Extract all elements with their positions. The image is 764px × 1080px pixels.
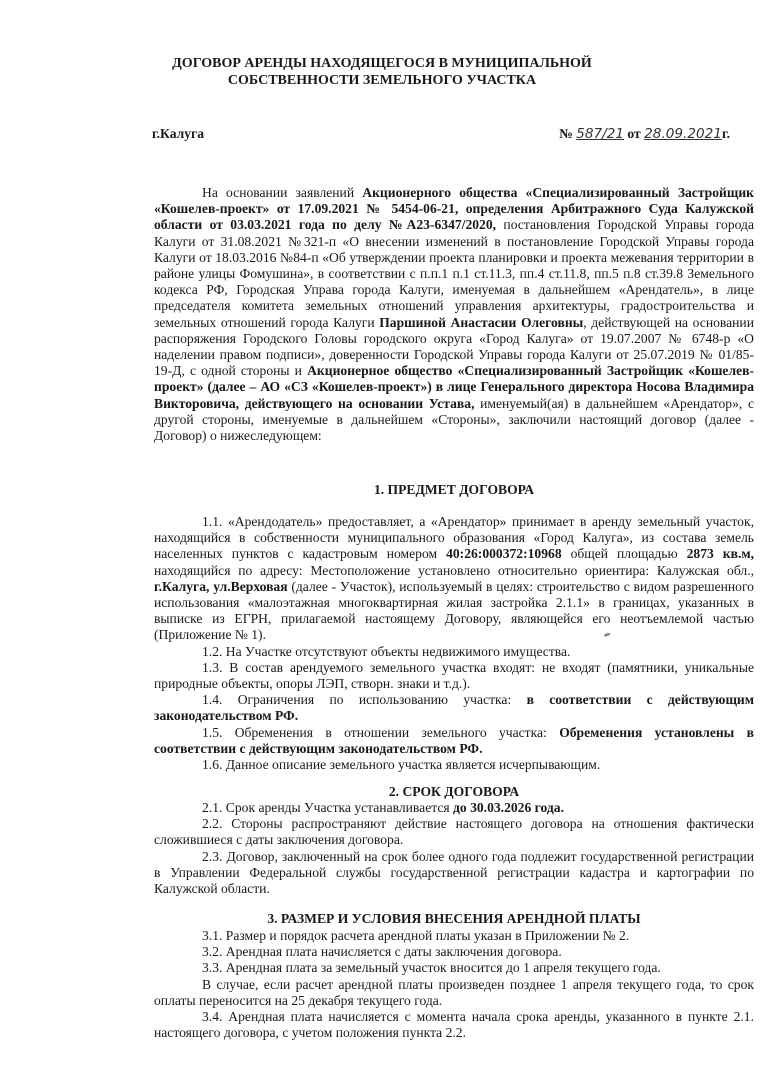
- pen-mark-icon: ✒: [602, 628, 614, 643]
- clause-1-3: 1.3. В состав арендуемого земельного участка входят: не входят (памятники, уникальные природные объекты, опоры ЛЭП, створн. знаки и т.д.).: [154, 659, 754, 692]
- document-title-line2: СОБСТВЕННОСТИ ЗЕМЕЛЬНОГО УЧАСТКА: [227, 73, 537, 88]
- handwritten-contract-number: 587/21: [576, 126, 624, 142]
- clause-3-2: 3.2. Арендная плата начисляется с даты заключения договора.: [202, 944, 562, 960]
- clause-1-2: 1.2. На Участке отсутствуют объекты недвижимого имущества.: [202, 643, 571, 659]
- clause-2-3: 2.3. Договор, заключенный на срок более одного года подлежит государственной регистрации в Управлении Федеральной службы государственной регистрации кадастра и картографии по Калужской области.: [154, 848, 754, 897]
- section1-title: 1. ПРЕДМЕТ ДОГОВОРА: [373, 482, 535, 497]
- from-word: от: [627, 126, 641, 141]
- contract-number-line: [559, 126, 730, 142]
- document-title-line1: ДОГОВОР АРЕНДЫ НАХОДЯЩЕГОСЯ В МУНИЦИПАЛЬНОЙ: [172, 56, 592, 71]
- handwritten-contract-date: 28.09.2021: [644, 126, 722, 142]
- clause-2-1: 2.1. Срок аренды Участка устанавливается до 30.03.2026 года.: [202, 800, 564, 815]
- city-label: г.Калуга: [152, 126, 205, 141]
- clause-1-1: 1.1. «Арендодатель» предоставляет, а «Арендатор» принимает в аренду земельный участок, находящийся в собственности муниципального образования «Город Калуга», из состава земель населенных пунктов с кадастровым номером 40:26:000372:10968 общей площадью 2873 кв.м, находящийся по адресу: Местоположение установлено относительно ориентира: Калужская обл., г.Калуга, ул.Верховая (далее - Участок), используемый в целях: строительство с видом разрешенного использования «малоэтажная многоквартирная жилая застройка 2.1.1» в границах, указанных в выписке из ЕГРН, прилагаемой настоящему Договору, являющейся его неотъемлемой частью (Приложение № 1).: [154, 514, 754, 643]
- section2-body: [154, 800, 754, 897]
- year-suffix: г.: [721, 126, 730, 141]
- section3-body: [154, 928, 754, 1041]
- section3-title: 3. РАЗМЕР И УСЛОВИЯ ВНЕСЕНИЯ АРЕНДНОЙ ПЛАТЫ: [267, 911, 641, 926]
- clause-3-3-continued: В случае, если расчет арендной платы произведен позднее 1 апреля текущего года, то срок оплаты переносится на 25 декабря текущего года.: [154, 976, 754, 1008]
- clause-3-1: 3.1. Размер и порядок расчета арендной платы указан в Приложении № 2.: [202, 928, 630, 943]
- preamble-paragraph: На основании заявлений Акционерного общества «Специализированный Застройщик «Кошелев-проект» от 17.09.2021 № 5454-06-21, определения Арбитражного Суда Калужской области от 03.03.2021 года по делу №А23-6347/2020, постановления Городской Управы города Калуги от 31.08.2021 №321-п «О внесении изменений в постановление Городской Управы города Калуги от 18.03.2016 №84-п «Об утверждении проекта планировки и проекта межевания территории в районе улицы Фомушина», в соответствии с п.п.1 п.1 ст.11.3, пп.4 ст.11.8, пп.5 п.8 ст.39.8 Земельного кодекса РФ, Городская Управа города Калуги, именуемая в дальнейшем «Арендатель», в лице председателя комитета земельных отношений управления архитектуры, градостроительства и земельных отношений города Калуги Паршиной Анастасии Олеговны, действующей на основании распоряжения Городского Головы городского округа «Город Калуга» от 19.07.2007 № 6748-р «О наделении правом подписи», доверенности Городской Управы города Калуги от 25.07.2019 № 01/85-19-Д, с одной стороны и Акционерное общество «Специализированный Застройщик «Кошелев-проект» (далее – АО «СЗ «Кошелев-проект») в лице Генерального директора Носова Владимира Викторовича, действующего на основании Устава, именуемый(ая) в дальнейшем «Арендатор», с другой стороны, именуемые в дальнейшем «Стороны», заключили настоящий договор (далее - Договор) о нижеследующем:: [154, 185, 755, 444]
- clause-1-5: 1.5. Обременения в отношении земельного участка: Обременения установлены в соответствии с действующим законодательством РФ.: [154, 724, 754, 756]
- clause-3-3: 3.3. Арендная плата за земельный участок вносится до 1 апреля текущего года.: [202, 960, 661, 976]
- section1-body: [154, 514, 754, 773]
- section2-title: 2. СРОК ДОГОВОРА: [388, 784, 520, 799]
- clause-3-4: 3.4. Арендная плата начисляется с момента начала срока аренды, указанного в пункте 2.1. настоящего договора, с учетом положения пункта 2.2.: [154, 1009, 754, 1041]
- clause-1-4: 1.4. Ограничения по использованию участка: в соответствии с действующим законодательством РФ.: [154, 692, 755, 724]
- clause-2-2: 2.2. Стороны распространяют действие настоящего договора на отношения фактически сложившиеся с даты заключения договора.: [154, 816, 754, 848]
- number-sign: №: [559, 126, 573, 141]
- clause-1-6: 1.6. Данное описание земельного участка является исчерпывающим.: [202, 757, 601, 773]
